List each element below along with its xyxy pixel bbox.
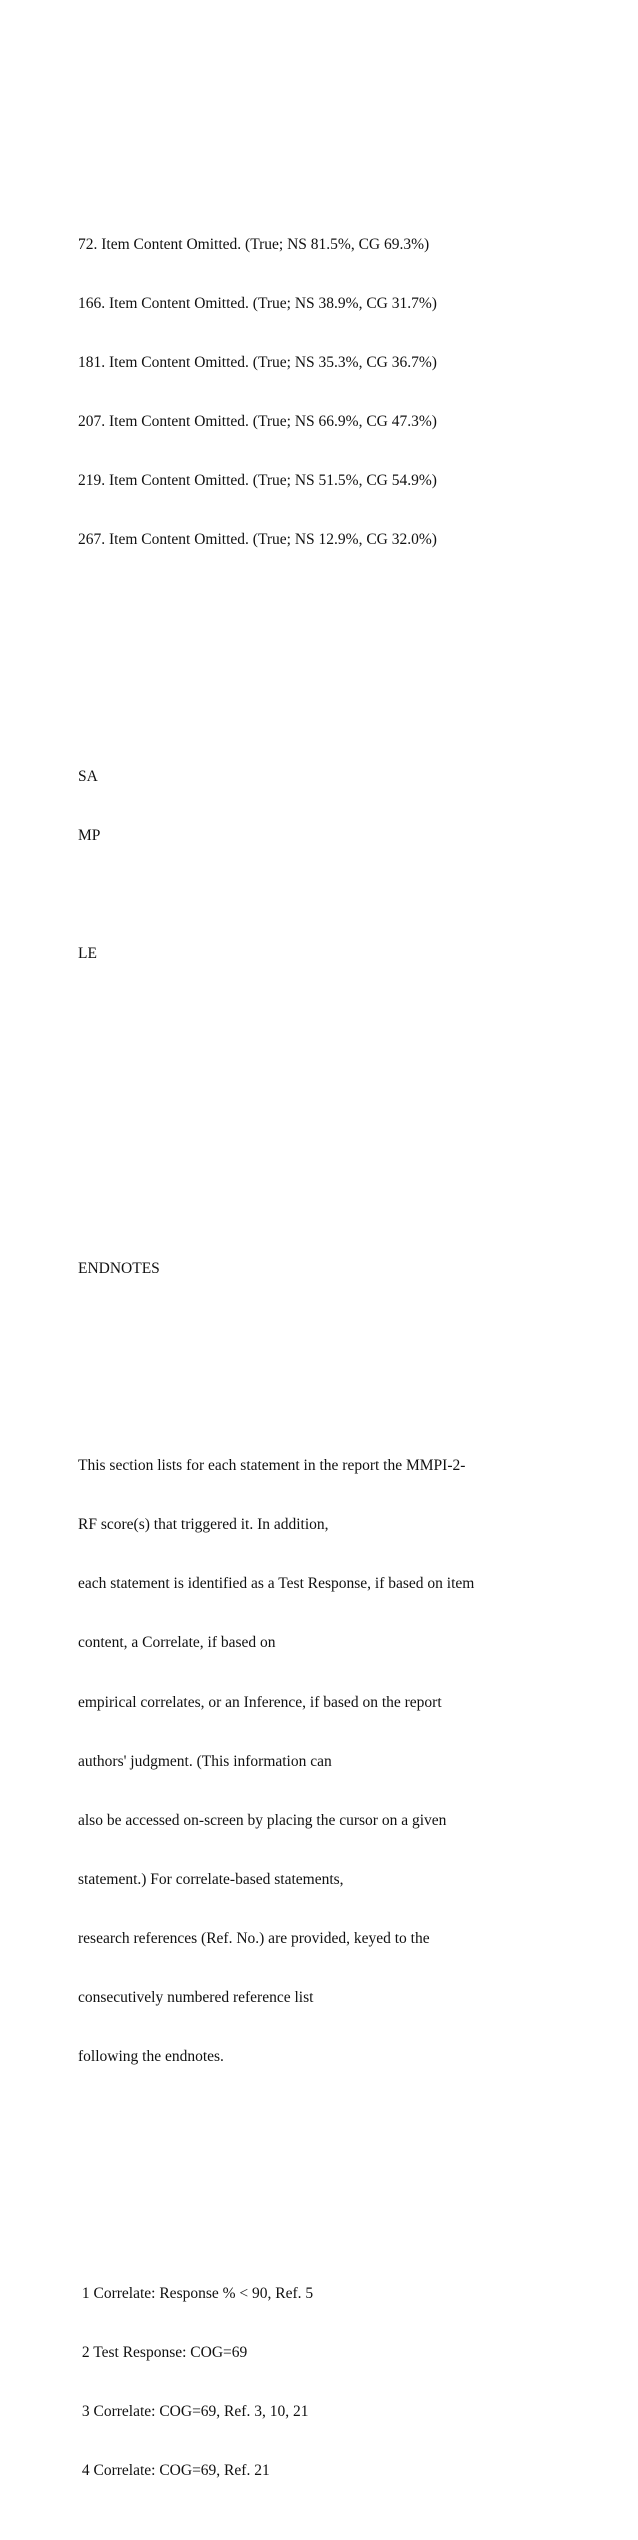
endnotes-paragraph xyxy=(78,1417,578,2106)
item-line: 166. Item Content Omitted. (True; NS 38.9%, CG 31.7%) xyxy=(78,294,437,312)
paragraph-line: following the endnotes. xyxy=(78,2048,224,2066)
endnote-item: 2 Test Response: COG=69 xyxy=(78,2343,248,2361)
paragraph-line: This section lists for each statement in the report the MMPI-2- xyxy=(78,1457,466,1475)
item-line: 72. Item Content Omitted. (True; NS 81.5%, CG 69.3%) xyxy=(78,235,430,253)
watermark-line: MP xyxy=(78,826,101,844)
paragraph-line: authors' judgment. (This information can xyxy=(78,1752,332,1770)
spacer xyxy=(78,648,578,668)
paragraph-line: empirical correlates, or an Inference, if based on the report xyxy=(78,1693,442,1711)
endnote-item: 4 Correlate: COG=69, Ref. 21 xyxy=(78,2461,270,2479)
sample-watermark xyxy=(78,727,578,1003)
paragraph-line: each statement is identified as a Test Response, if based on item xyxy=(78,1575,475,1593)
paragraph-line: consecutively numbered reference list xyxy=(78,1989,314,2006)
item-line: 267. Item Content Omitted. (True; NS 12.9%, CG 32.0%) xyxy=(78,531,437,549)
item-line: 219. Item Content Omitted. (True; NS 51.5%, CG 54.9%) xyxy=(78,472,437,490)
spacer xyxy=(78,1338,578,1358)
spacer xyxy=(78,2165,578,2185)
endnote-item: 1 Correlate: Response % < 90, Ref. 5 xyxy=(78,2284,314,2302)
item-line: 181. Item Content Omitted. (True; NS 35.3%, CG 36.7%) xyxy=(78,354,437,371)
watermark-line: LE xyxy=(78,944,97,962)
paragraph-line: also be accessed on-screen by placing the cursor on a given xyxy=(78,1811,447,1829)
paragraph-line: statement.) For correlate-based statements, xyxy=(78,1870,344,1888)
endnote-list xyxy=(78,2244,578,2520)
paragraph-line: RF score(s) that triggered it. In addition, xyxy=(78,1516,329,1534)
paragraph-line: content, a Correlate, if based on xyxy=(78,1634,276,1652)
spacer xyxy=(78,1121,578,1141)
item-line: 207. Item Content Omitted. (True; NS 66.9%, CG 47.3%) xyxy=(78,413,437,431)
spacer xyxy=(78,885,578,905)
spacer xyxy=(78,1180,578,1200)
document-page xyxy=(78,156,578,2540)
watermark-line: SA xyxy=(78,767,98,785)
endnotes-heading: ENDNOTES xyxy=(78,1260,160,1278)
paragraph-line: research references (Ref. No.) are provided, keyed to the xyxy=(78,1929,430,1947)
spacer xyxy=(78,1062,578,1082)
item-list xyxy=(78,195,578,589)
endnote-item: 3 Correlate: COG=69, Ref. 3, 10, 21 xyxy=(78,2402,309,2420)
